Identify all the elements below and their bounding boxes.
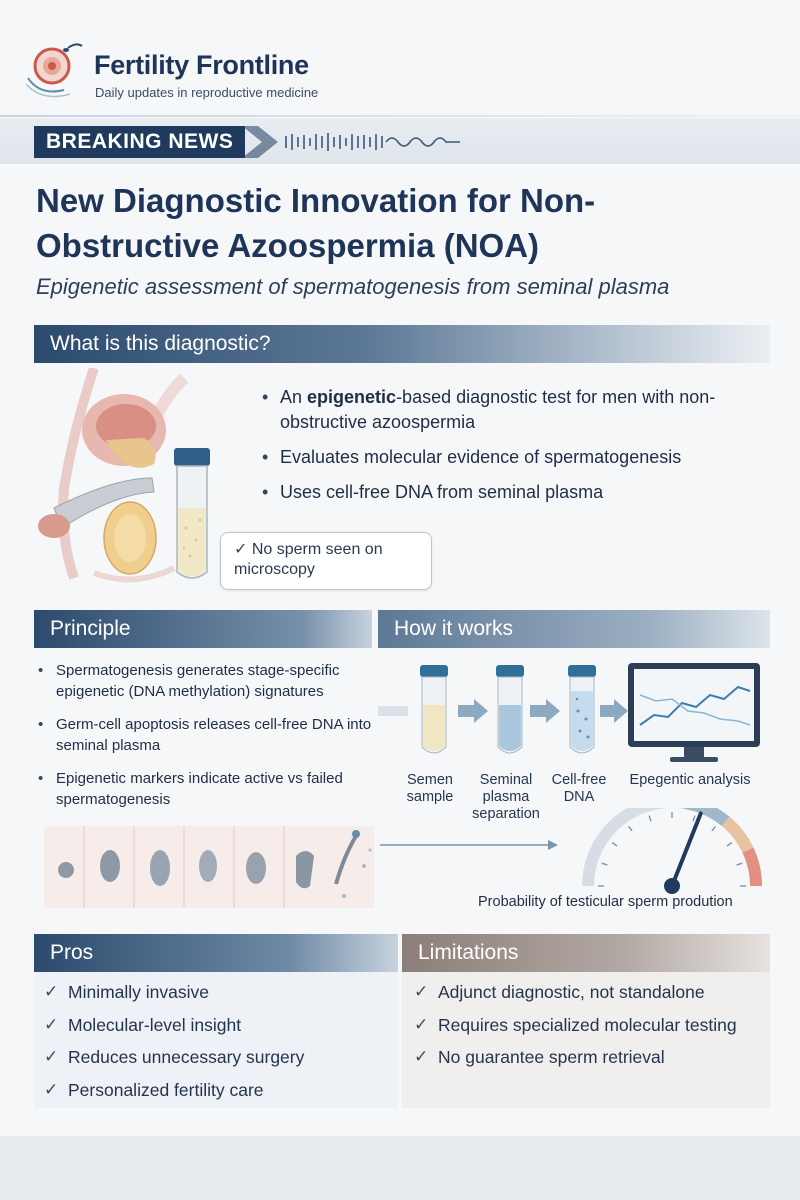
breaking-arrow-icon [242, 126, 278, 158]
limitations-heading: Limitations [402, 934, 770, 972]
step-label-cell-free-dna: Cell-free DNA [551, 772, 607, 805]
gauge-tick [737, 863, 743, 865]
list-item: ✓ Minimally invasive [42, 976, 392, 1009]
headline-title: New Diagnostic Innovation for Non-Obstructive Azoospermia (NOA) [36, 182, 596, 264]
list-item: • Epigenetic markers indicate active vs failed spermatogenesis [36, 768, 376, 810]
gauge-segment-1 [685, 808, 725, 821]
gauge-tick [602, 863, 608, 865]
gauge-tick [727, 843, 732, 847]
principle-heading: Principle [34, 610, 372, 648]
list-item: ✓ Requires specialized molecular testing [412, 1009, 768, 1042]
semen-sample-tube-icon [420, 665, 448, 753]
limitations-list [412, 976, 768, 1074]
pros-heading: Pros [34, 934, 398, 972]
workflow-diagram [378, 655, 770, 765]
gauge-tick [649, 816, 651, 822]
list-item: ✓ Personalized fertility care [42, 1074, 392, 1107]
headline-subtitle: Epigenetic assessment of spermatogenesis from seminal plasma [36, 274, 670, 299]
gauge-needle [672, 813, 701, 886]
what-bullet-list [260, 385, 770, 515]
ticker-wave-icon [282, 130, 462, 154]
list-item: • Uses cell-free DNA from seminal plasma [260, 480, 770, 505]
breaking-news-badge: BREAKING NEWS [34, 126, 245, 158]
step-label-epigenetic-analysis: Epegentic analysis [629, 772, 751, 788]
check-icon: ✓ [44, 1047, 59, 1066]
step-label-semen-sample: Semen sample [406, 772, 454, 805]
gauge-hub [664, 878, 680, 894]
list-item: • Spermatogenesis generates stage-specific epigenetic (DNA methylation) signatures [36, 660, 376, 702]
list-item: ✓ No guarantee sperm retrieval [412, 1041, 768, 1074]
check-icon: ✓ [44, 1079, 59, 1099]
gauge-tick [693, 816, 695, 822]
list-item: ✓ Molecular-level insight [42, 1009, 392, 1042]
pros-list [42, 976, 392, 1106]
list-item: • Evaluates molecular evidence of spermatogenesis [260, 445, 770, 470]
header-divider [0, 115, 800, 117]
callout-text: No sperm seen on microscopy [234, 541, 383, 578]
check-icon: ✓ [44, 1014, 59, 1034]
probability-gauge [560, 808, 770, 894]
gauge-tick [629, 826, 633, 831]
brand-title: Fertility Frontline [94, 50, 309, 80]
check-icon: ✓ [414, 982, 429, 1001]
list-item: • An epigenetic-based diagnostic test for men with non-obstructive azoospermia [260, 385, 770, 435]
spermatogenesis-cells-illustration [44, 826, 374, 908]
list-item: ✓ Adjunct diagnostic, not standalone [412, 976, 768, 1009]
sample-tube-icon [168, 448, 216, 584]
gauge-segment-3 [748, 850, 756, 886]
list-item: • Germ-cell apoptosis releases cell-free DNA into seminal plasma [36, 714, 376, 756]
cell-free-dna-tube-icon [568, 665, 596, 753]
check-icon: ✓ [414, 1014, 429, 1034]
check-icon: ✓ [44, 982, 59, 1001]
list-item: ✓ Reduces unnecessary surgery [42, 1041, 392, 1074]
gauge-segment-2 [726, 821, 748, 850]
epigenetic-analysis-monitor-icon [628, 663, 760, 762]
check-icon: ✓ [234, 541, 252, 558]
principle-bullet-list [36, 660, 376, 822]
brand-logo-icon [20, 38, 84, 102]
step-label-plasma-separation: Seminal plasma separation [472, 772, 540, 822]
how-it-works-heading: How it works [378, 610, 770, 648]
brand-subtitle: Daily updates in reproductive medicine [95, 85, 319, 100]
flow-arrow-icon [380, 838, 560, 852]
footer-band [0, 1136, 800, 1200]
gauge-label: Probability of testicular sperm prodution [478, 894, 733, 910]
plasma-tube-icon [496, 665, 524, 753]
what-section-heading: What is this diagnostic? [34, 325, 770, 363]
gauge-tick [612, 843, 617, 847]
gauge-tick [712, 826, 716, 831]
check-icon: ✓ [414, 1047, 429, 1066]
